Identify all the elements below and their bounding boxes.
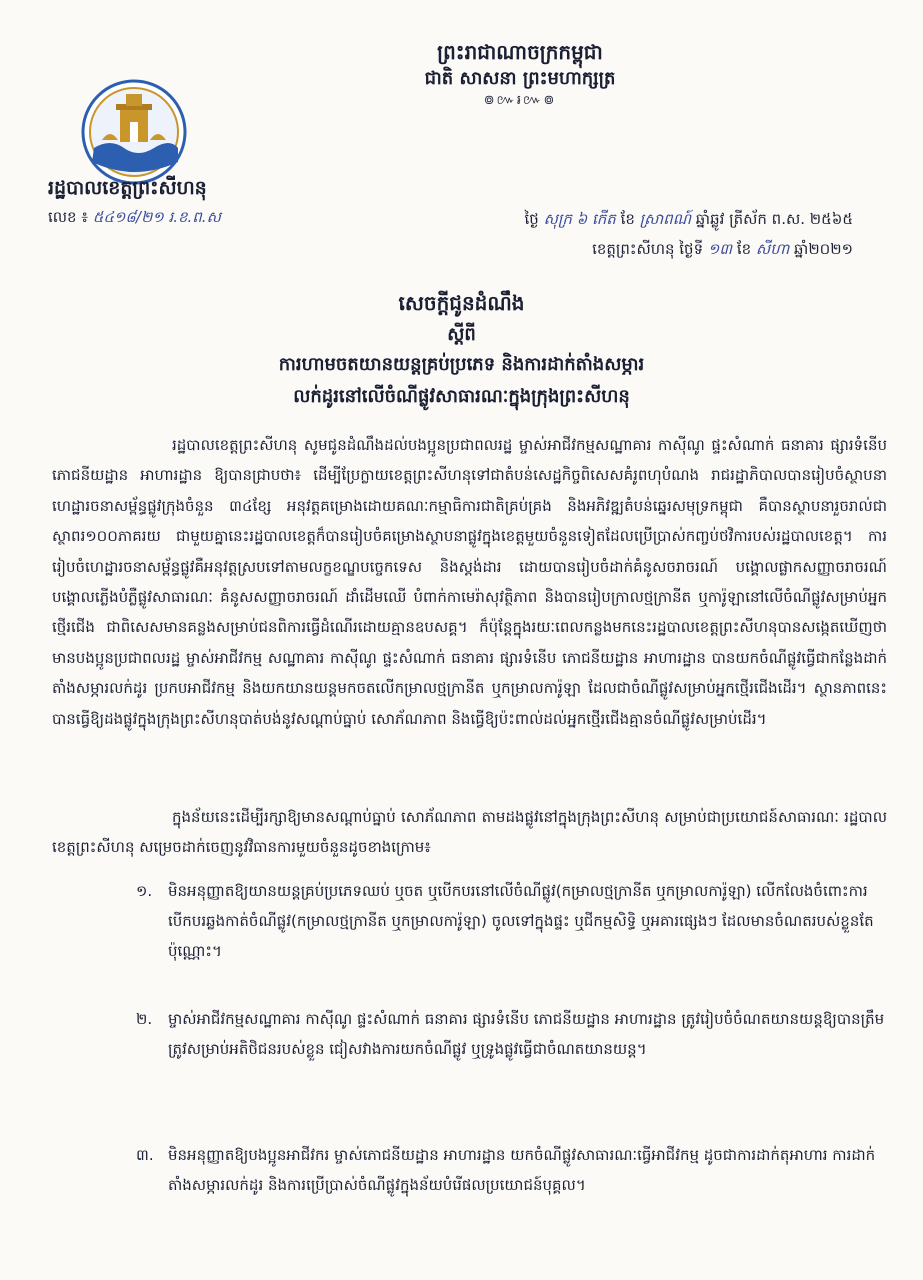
body-paragraph-1: រដ្ឋបាលខេត្តព្រះសីហនុ សូមជូនដំណឹងដល់បងប្អូនប្រជាពលរដ្ឋ ម្ចាស់អាជីវកម្មសណ្ឋាគារ កាស៊ីណូ ផ្ទះសំណាក់ ធនាគារ ផ្សារទំនើប ភោជនីយដ្ឋាន អាហារដ្ឋាន ឱ្យបានជ្រាបថា៖ ដើម្បីប្រែក្លាយខេត្តព្រះសីហនុទៅជាតំបន់សេដ្ឋកិច្ចពិសេសគំរូពហុបំណង រាជរដ្ឋាភិបាលបានរៀបចំស្ថាបនាហេដ្ឋារចនាសម្ព័ន្ធផ្លូវក្រុងចំនួន ៣៤ខ្សែ អនុវត្តគម្រោងដោយគណៈកម្មាធិការជាតិគ្រប់គ្រង និងអភិវឌ្ឍតំបន់ឆ្នេរសមុទ្រកម្ពុជា គឺបានស្ថាបនារួចរាល់ជាស្ថាពរ១០០ភាគរយ ជាមួយគ្នានេះរដ្ឋបាលខេត្តក៏បានរៀបចំគម្រោងស្ថាបនាផ្លូវក្នុងខេត្តមួយចំនួនទៀតដែលប្រើប្រាស់កញ្ចប់ថវិការបស់រដ្ឋបាលខេត្ត។ ការរៀបចំហេដ្ឋារចនាសម្ព័ន្ធផ្លូវគឺអនុវត្តស្របទៅតាមលក្ខខណ្ឌបច្ចេកទេស និងស្តង់ដារ ដោយបានរៀបចំដាក់គំនូសចរាចរណ៍ បង្គោលផ្លាកសញ្ញាចរាចរណ៍ បង្គោលភ្លើងបំភ្លឺផ្លូវសាធារណៈ គំនូសសញ្ញាចរាចរណ៍ ដាំដើមឈើ បំពាក់កាមេរ៉ាសុវត្ថិភាព និងបានរៀបក្រាលថ្មក្រានីត ឬការ៉ូឡានៅលើចំណីផ្លូវសម្រាប់អ្នកថ្មើរជើង ជាពិសេសមានគន្លងសម្រាប់ជនពិការធ្វើដំណើរដោយគ្មានឧបសគ្គ។ ក៏ប៉ុន្តែក្នុងរយៈពេលកន្លងមកនេះរដ្ឋបាលខេត្តព្រះសីហនុបានសង្កេតឃើញថា មានបងប្អូនប្រជាពលរដ្ឋ ម្ចាស់អាជីវកម្ម សណ្ឋាគារ កាស៊ីណូ ផ្ទះសំណាក់ ធនាគារ ផ្សារទំនើប ភោជនីយដ្ឋាន អាហារដ្ឋាន បានយកចំណីផ្លូវធ្វើជាកន្លែងដាក់តាំងសម្ភារលក់ដូរ ប្រកបអាជីវកម្ម និងយកយានយន្តមកចតលើកម្រាលថ្មក្រានីត ឬកម្រាលការ៉ូឡា ដែលជាចំណីផ្លូវសម្រាប់អ្នកថ្មើរជើងដើរ។ ស្ថានភាពនេះបានធ្វើឱ្យដងផ្លូវក្នុងក្រុងព្រះសីហនុបាត់បង់នូវសណ្តាប់ធ្នាប់ សោភ័ណភាព និងធ្វើឱ្យប៉ះពាល់ដល់អ្នកថ្មើរជើងគ្មានចំណីផ្លូវសម្រាប់ដើរ។ (52, 436, 887, 728)
date-month: សីហា (755, 240, 790, 258)
list-item-number: ១. (136, 882, 153, 900)
reference-label: លេខ ៖ (48, 208, 88, 226)
lunar-date (524, 210, 853, 232)
list-item-text: មិនអនុញ្ញាតឱ្យបងប្អូនអាជីវករ ម្ចាស់ភោជនីយដ្ឋាន អាហារដ្ឋាន យកចំណីផ្លូវសាធារណៈធ្វើអាជីវកម្ម ដូចជាការដាក់តុអាហារ ការដាក់តាំងសម្ភារលក់ដូរ និងការប្រើប្រាស់ចំណីផ្លូវក្នុងន័យបំរើផលប្រយោជន៍បុគ្គល។ (168, 1146, 876, 1194)
list-item-number: ២. (136, 1010, 153, 1028)
document-title: សេចក្តីជូនដំណឹង (398, 291, 525, 315)
kingdom-header (360, 38, 680, 110)
month-label: ខែ (736, 240, 752, 258)
list-item (136, 1004, 888, 1064)
lunar-month-label: ខែ (620, 210, 635, 228)
list-item (136, 1140, 888, 1200)
body-paragraph-2: ក្នុងន័យនេះដើម្បីរក្សាឱ្យមានសណ្តាប់ធ្នាប់ សោភ័ណភាព តាមដងផ្លូវនៅក្នុងក្រុងព្រះសីហនុ សម្រាប់ជាប្រយោជន៍សាធារណៈ រដ្ឋបាលខេត្តព្រះសីហនុ សម្រេចដាក់ចេញនូវវិធានការមួយចំនួនដូចខាងក្រោម៖ (52, 808, 887, 857)
date-day: ១៣ (707, 240, 733, 258)
place-prefix: ខេត្តព្រះសីហនុ ថ្ងៃទី (592, 240, 704, 258)
reference-value: ៥៤១៨/២១ រ.ខ.ព.ស (92, 208, 221, 226)
list-item (136, 876, 888, 966)
reference-number (48, 208, 221, 230)
header-ornament: ៙៚៛៚៙ (483, 93, 557, 108)
list-item-text: ម្ចាស់អាជីវកម្មសណ្ឋាគារ កាស៊ីណូ ផ្ទះសំណាក់ ធនាគារ ផ្សារទំនើប ភោជនីយដ្ឋាន អាហារដ្ឋាន ត្រូវរៀបចំចំណតយានយន្តឱ្យបានត្រឹមត្រូវសម្រាប់អតិថិជនរបស់ខ្លួន ជៀសវាងការយកចំណីផ្លូវ ឬទ្រូងផ្លូវធ្វើជាចំណតយានយន្ត។ (168, 1010, 885, 1058)
national-motto: ជាតិ សាសនា ព្រះមហាក្សត្រ (424, 68, 616, 89)
list-item-text: មិនអនុញ្ញាតឱ្យយានយន្តគ្រប់ប្រភេទឈប់ ឬចត ឬបើកបរនៅលើចំណីផ្លូវ(កម្រាលថ្មក្រានីត ឬកម្រាលការ៉ូឡា) លើកលែងចំពោះការបើកបរឆ្លងកាត់ចំណីផ្លូវ(កម្រាលថ្មក្រានីត ឬកម្រាលការ៉ូឡា) ចូលទៅក្នុងផ្ទះ ឬជីកម្មសិទ្ធិ ឬអគារផ្សេងៗ ដែលមានចំណតរបស់ខ្លួនតែប៉ុណ្ណោះ។ (168, 882, 874, 960)
solar-date (592, 240, 853, 262)
title-subject-line2: លក់ដូរនៅលើចំណីផ្លូវសាធារណៈក្នុងក្រុងព្រះសីហនុ (293, 386, 630, 407)
title-subject-line1: ការហាមចតយានយន្តគ្រប់ប្រភេទ និងការដាក់តាំងសម្ភារ (278, 354, 645, 375)
provincial-seal-icon (80, 78, 188, 186)
lunar-day: សុក្រ ៦ កើត (543, 210, 616, 228)
lunar-year: ឆ្នាំឆ្លូវ ត្រីស័ក ព.ស. ២៥៦៥ (695, 210, 853, 228)
title-subject-label: ស្តីពី (447, 324, 476, 345)
kingdom-name: ព្រះរាជាណាចក្រកម្ពុជា (437, 40, 603, 64)
list-item-number: ៣. (136, 1146, 154, 1164)
lunar-prefix: ថ្ងៃ (524, 210, 539, 228)
issuer-name: រដ្ឋបាលខេត្តព្រះសីហនុ (48, 177, 207, 199)
date-year: ឆ្នាំ២០២១ (794, 240, 853, 258)
lunar-month: ស្រាពណ៍ (639, 210, 691, 228)
